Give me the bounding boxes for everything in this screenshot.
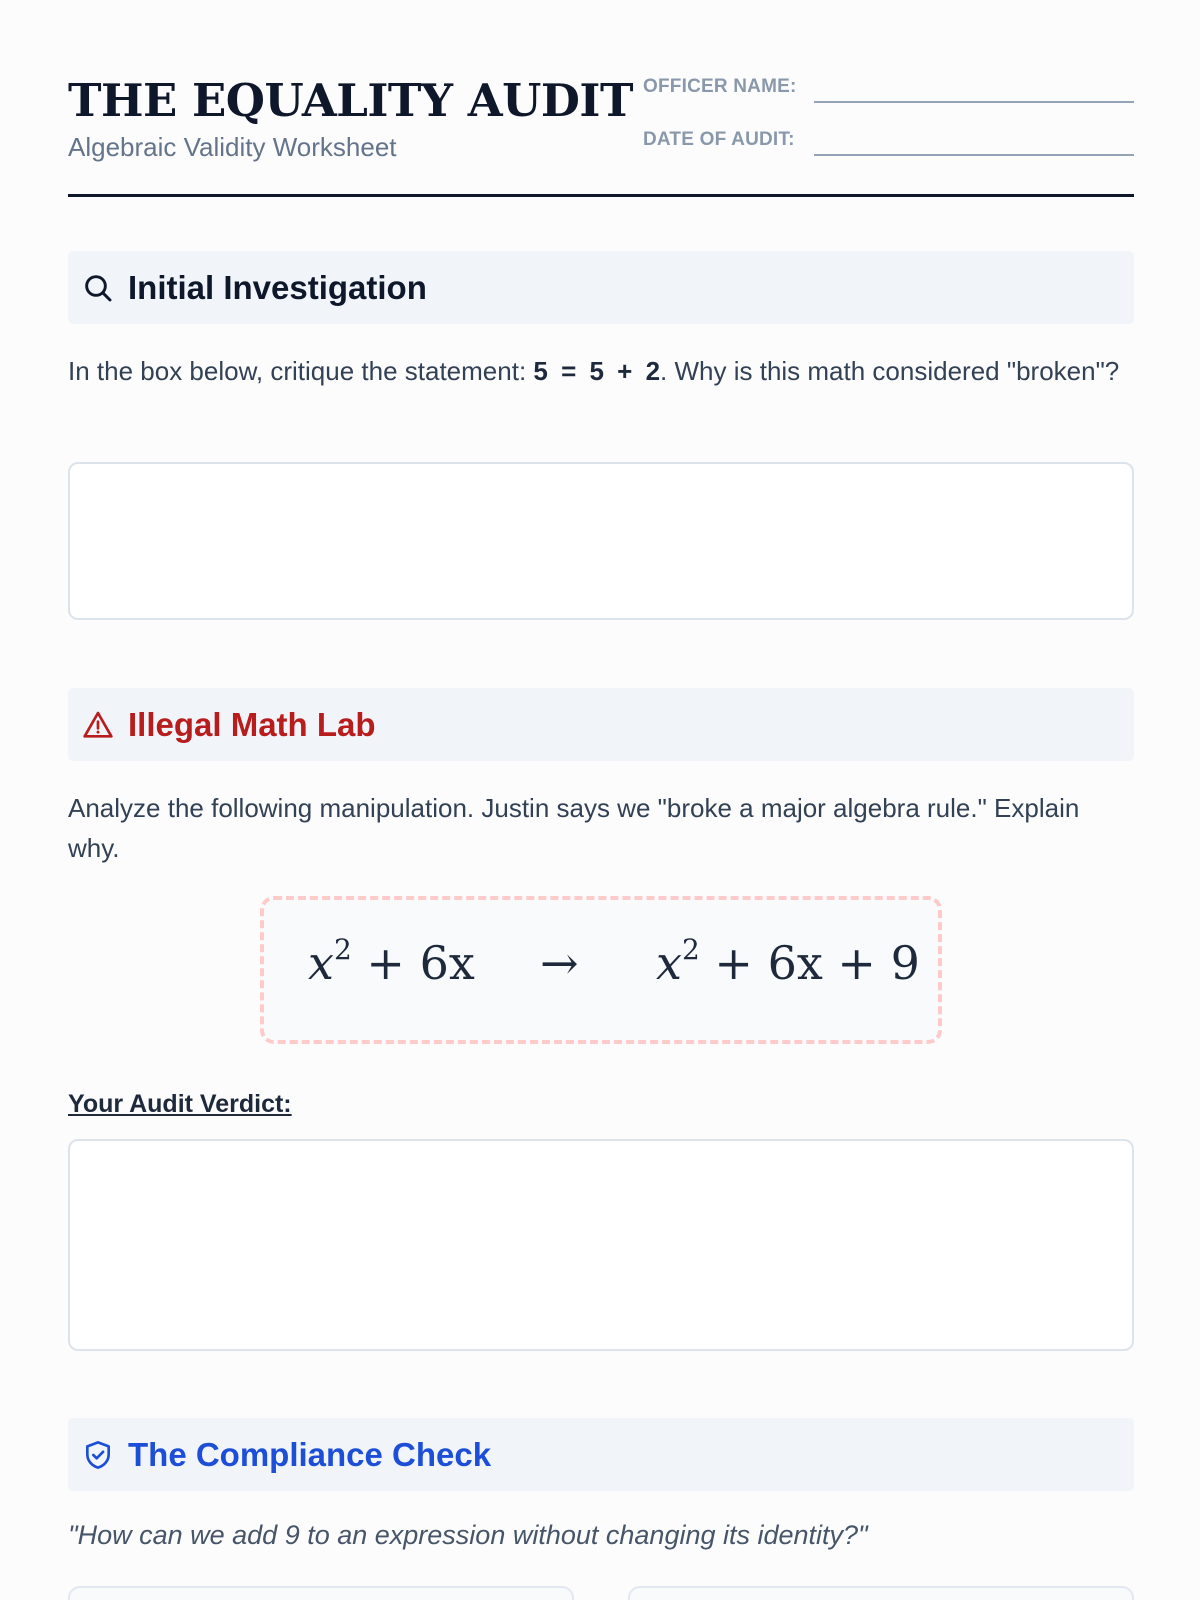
lab-prompt: Analyze the following manipulation. Justin says we "broke a major algebra rule." Explain why. (68, 793, 1080, 863)
audit-date-input-line[interactable] (814, 154, 1134, 156)
search-icon (82, 272, 114, 304)
math-exponent: 2 (333, 932, 352, 966)
page-title: THE EQUALITY AUDIT (68, 74, 633, 127)
warning-triangle-icon (82, 709, 114, 741)
investigation-prompt (68, 350, 1134, 392)
manipulation-box (260, 896, 942, 1044)
section-title: The Compliance Check (128, 1435, 492, 1473)
math-variable: x (656, 936, 682, 990)
section-initial-investigation (68, 251, 1134, 324)
audit-date-label: DATE OF AUDIT: (643, 129, 795, 150)
header-divider (68, 194, 1134, 197)
officer-name-label: OFFICER NAME: (643, 76, 797, 97)
officer-name-field[interactable] (643, 76, 1134, 110)
worksheet-header (68, 70, 1134, 197)
arrow-icon: → (540, 936, 579, 990)
audit-date-field[interactable] (643, 129, 1134, 163)
compliance-answer-card-right[interactable] (628, 1586, 1134, 1600)
section-illegal-math-lab (68, 688, 1134, 761)
page-subtitle: Algebraic Validity Worksheet (68, 132, 397, 162)
critique-statement: 5 = 5 + 2 (533, 356, 661, 386)
shield-check-icon (82, 1439, 114, 1471)
prompt-text: . Why is this math considered "broken"? (660, 356, 1120, 386)
math-terms: + 6x + 9 (699, 936, 920, 990)
manipulated-expression (656, 932, 920, 990)
section-title: Initial Investigation (128, 268, 427, 306)
section-compliance-check (68, 1418, 1134, 1491)
math-exponent: 2 (681, 932, 700, 966)
prompt-text: In the box below, critique the statement: (68, 356, 534, 386)
officer-name-input-line[interactable] (814, 101, 1134, 103)
math-terms: + 6x (351, 936, 475, 990)
math-variable: x (308, 936, 334, 990)
section-title: Illegal Math Lab (128, 705, 376, 743)
compliance-quote: "How can we add 9 to an expression without changing its identity?" (68, 1520, 868, 1550)
verdict-answer-box[interactable] (68, 1139, 1134, 1351)
compliance-answer-card-left[interactable] (68, 1586, 574, 1600)
original-expression (308, 932, 475, 990)
investigation-answer-box[interactable] (68, 462, 1134, 620)
verdict-label: Your Audit Verdict: (68, 1090, 292, 1118)
